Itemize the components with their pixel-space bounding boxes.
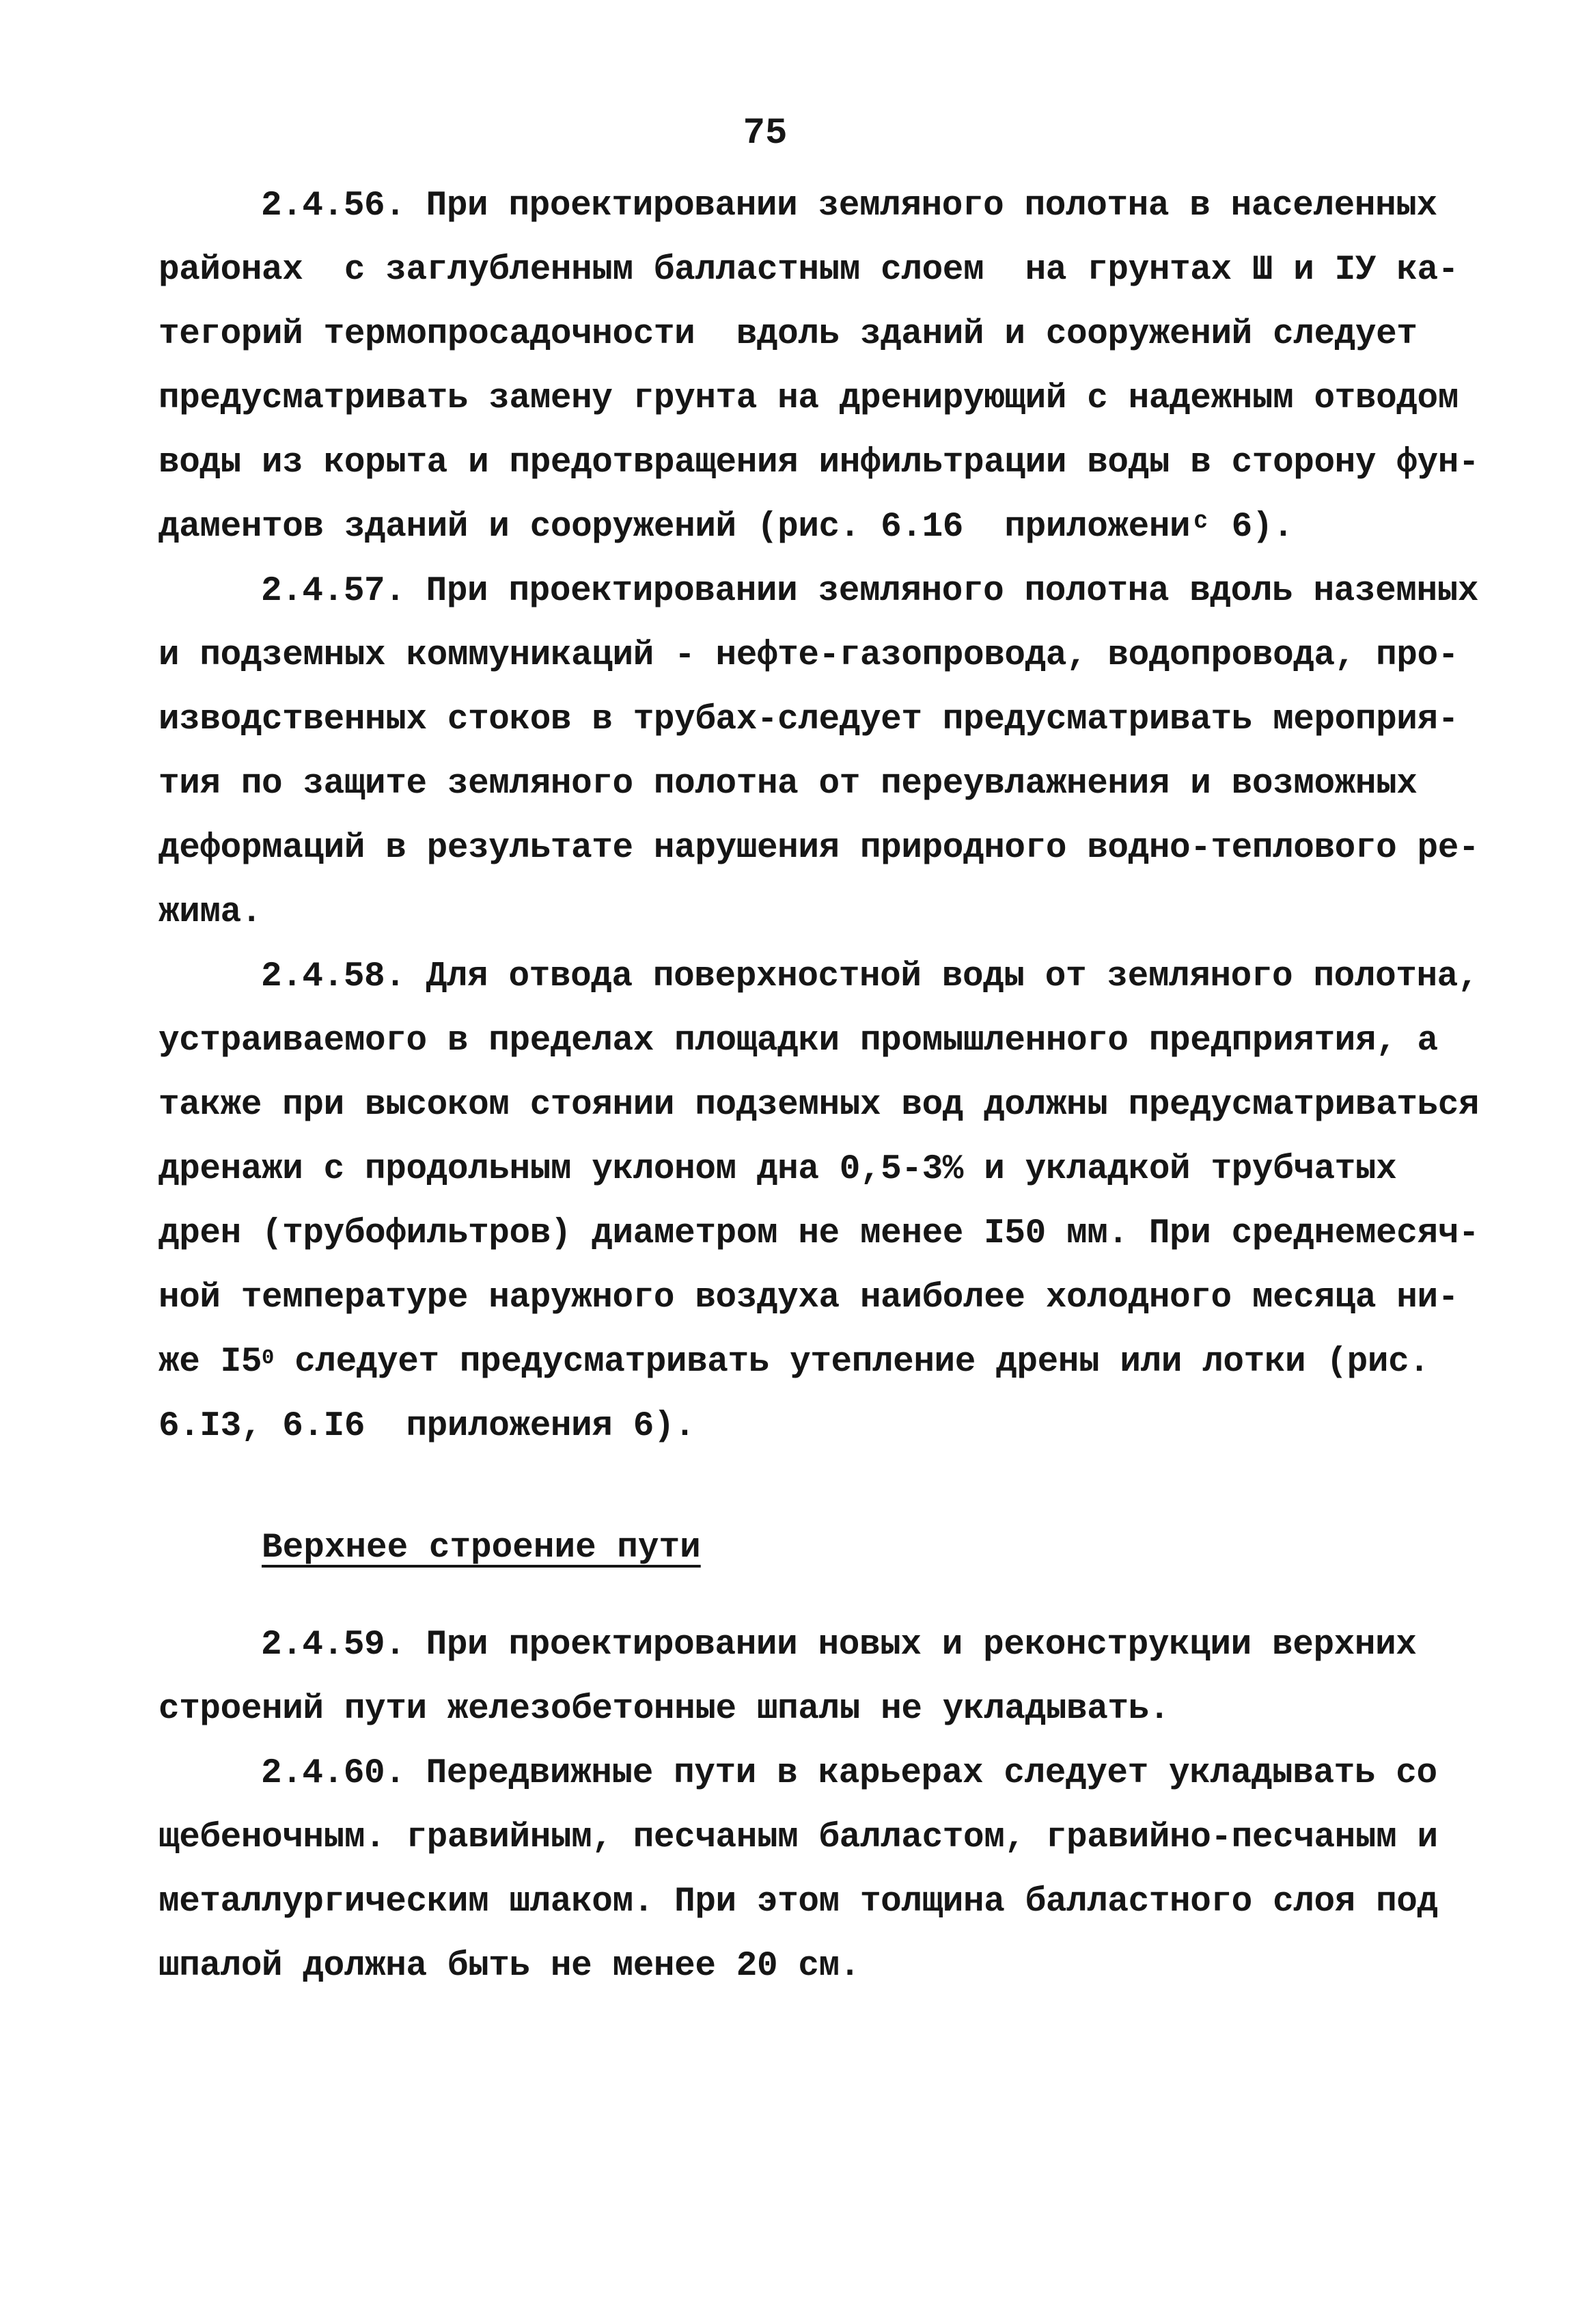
text-line: щебеночным. гравийным, песчаным балластом, гравийно-песчаным и xyxy=(158,1818,1438,1857)
text-line: 2.4.60. Передвижные пути в карьерах следует укладывать со xyxy=(261,1754,1437,1793)
text-line: и подземных коммуникаций - нефте-газопровода, водопровода, про- xyxy=(158,636,1459,675)
text-line: тия по защите земляного полотна от переувлажнения и возможных xyxy=(158,765,1418,804)
degree-superscript: 0 xyxy=(262,1347,274,1370)
text-line: воды из корыта и предотвращения инфильтрации воды в сторону фун- xyxy=(158,443,1480,482)
text-line: металлургическим шлаком. При этом толщина балластного слоя под xyxy=(158,1883,1438,1922)
text-line: жима. xyxy=(158,893,262,932)
text-line: тегорий термопросадочности вдоль зданий и сооружений следует xyxy=(158,315,1418,354)
text-line: 6.I3, 6.I6 приложения 6). xyxy=(158,1407,695,1446)
text-line: ной температуре наружного воздуха наиболее холодного месяца ни- xyxy=(158,1279,1459,1317)
text-line: шпалой должна быть не менее 20 см. xyxy=(158,1947,860,1986)
text-line: строений пути железобетонные шпалы не укладывать. xyxy=(158,1690,1170,1729)
section-heading: Верхнее строение пути xyxy=(262,1529,701,1568)
text-line: 2.4.57. При проектировании земляного полотна вдоль наземных xyxy=(261,572,1479,611)
text-line: также при высоком стоянии подземных вод должны предусматриваться xyxy=(158,1086,1480,1125)
text-line: изводственных стоков в трубах-следует предусматривать мероприя- xyxy=(158,700,1459,739)
text-line: 2.4.59. При проектировании новых и реконструкции верхних xyxy=(261,1626,1417,1665)
text-line: даментов зданий и сооружений (рис. 6.16 приложениᶜ 6). xyxy=(158,508,1294,547)
text-line xyxy=(158,1342,1429,1383)
text-line: дренажи с продольным уклоном дна 0,5-3% и укладкой трубчатых xyxy=(158,1150,1397,1189)
text-line: деформаций в результате нарушения природного водно-теплового ре- xyxy=(158,829,1480,868)
text-line: предусматривать замену грунта на дренирующий с надежным отводом xyxy=(158,379,1459,418)
text-line: 2.4.56. При проектировании земляного полотна в населенных xyxy=(261,187,1437,225)
text-line: 2.4.58. Для отвода поверхностной воды от земляного полотна, xyxy=(261,957,1479,996)
text-line: дрен (трубофильтров) диаметром не менее I50 мм. При среднемесяч- xyxy=(158,1214,1480,1253)
text-fragment: следует предусматривать утепление дрены или лотки (рис. xyxy=(274,1343,1430,1382)
text-fragment: же I5 xyxy=(158,1343,262,1382)
page-number: 75 xyxy=(743,113,788,154)
text-line: устраиваемого в пределах площадки промышленного предприятия, а xyxy=(158,1022,1438,1061)
text-line: районах с заглубленным балластным слоем на грунтах Ш и IУ ка- xyxy=(158,251,1459,290)
